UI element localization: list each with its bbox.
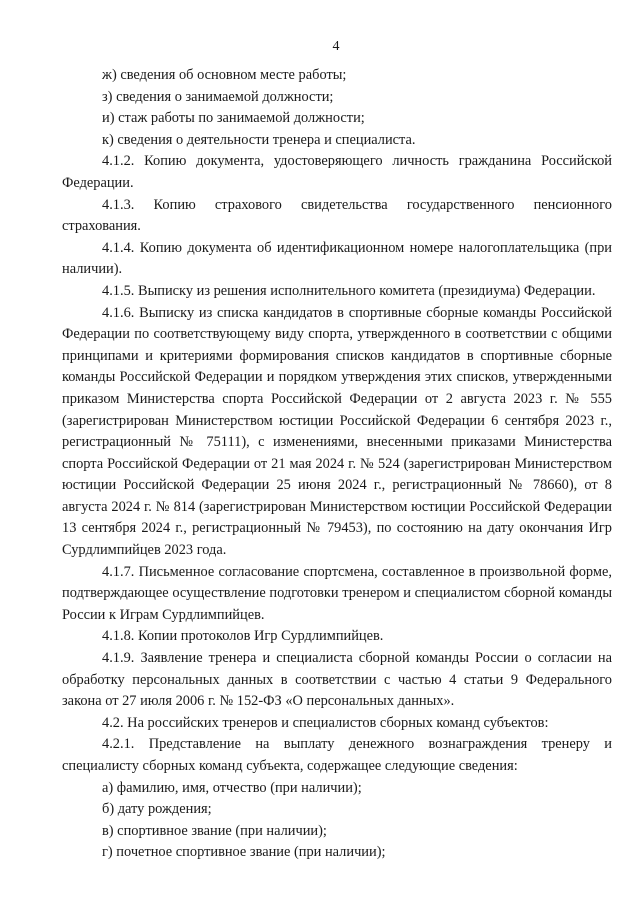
list-item-a: а) фамилию, имя, отчество (при наличии); bbox=[102, 779, 362, 796]
clause-4-1-2: 4.1.2. Копию документа, удостоверяющего личность гражданина Российской Федерации. bbox=[62, 153, 612, 191]
list-item-b: б) дату рождения; bbox=[102, 801, 212, 818]
clause-4-1-6: 4.1.6. Выписку из списка кандидатов в спортивные сборные команды Российской Федерации по соответствующему виду спорта, утвержденного в соответствии с общими принципами и критериями формирования списков кандидатов в спортивные сборные команды Российской Федерации и порядком утверждения этих списков, утвержденными приказом Министерства спорта Российской Федерации от 2 августа 2023 г. № 555 (зарегистрирован Министерством юстиции Российской Федерации 6 сентября 2023 г., регистрационный № 75111), с изменениями, внесенными приказами Министерства спорта Российской Федерации от 21 мая 2024 г. № 524 (зарегистрирован Министерством юстиции Российской Федерации 25 июня 2024 г., регистрационный № 78660), от 8 августа 2024 г. № 814 (зарегистрирован Министерством юстиции Российской Федерации 13 сентября 2024 г., регистрационный № 79453), по состоянию на дату окончания Игр Сурдлимпийцев 2023 года. bbox=[62, 304, 612, 559]
list-item-zh: ж) сведения об основном месте работы; bbox=[102, 67, 347, 83]
clause-4-1-3: 4.1.3. Копию страхового свидетельства государственного пенсионного страхования. bbox=[62, 196, 612, 235]
list-item-g: г) почетное спортивное звание (при наличии); bbox=[102, 844, 386, 861]
list-item-i: и) стаж работы по занимаемой должности; bbox=[102, 110, 365, 127]
list-item-k: к) сведения о деятельности тренера и специалиста. bbox=[102, 131, 416, 148]
clause-4-1-5: 4.1.5. Выписку из решения исполнительного комитета (президиума) Федерации. bbox=[102, 282, 596, 299]
list-item-v: в) спортивное звание (при наличии); bbox=[102, 822, 327, 839]
clause-4-1-7: 4.1.7. Письменное согласование спортсмена, составленное в произвольной форме, подтверждающее осуществление подготовки тренером и специалистом сборной команды России к Играм Сурдлимпийцев. bbox=[62, 563, 612, 623]
page-number: 4 bbox=[332, 39, 340, 54]
document-body bbox=[62, 65, 612, 864]
clause-4-1-9: 4.1.9. Заявление тренера и специалиста сборной команды России о согласии на обработку персональных данных в соответствии с частью 4 статьи 9 Федерального закона от 27 июля 2006 г. № 152-ФЗ «О персональных данных». bbox=[62, 650, 612, 710]
clause-4-2-1: 4.2.1. Представление на выплату денежного вознаграждения тренеру и специалисту сборных команд субъекта, содержащее следующие сведения: bbox=[62, 736, 612, 774]
clause-4-2: 4.2. На российских тренеров и специалистов сборных команд субъектов: bbox=[102, 714, 549, 731]
clause-4-1-8: 4.1.8. Копии протоколов Игр Сурдлимпийцев. bbox=[102, 628, 384, 645]
list-item-z: з) сведения о занимаемой должности; bbox=[102, 88, 334, 105]
clause-4-1-4: 4.1.4. Копию документа об идентификационном номере налогоплательщика (при наличии). bbox=[62, 239, 612, 278]
